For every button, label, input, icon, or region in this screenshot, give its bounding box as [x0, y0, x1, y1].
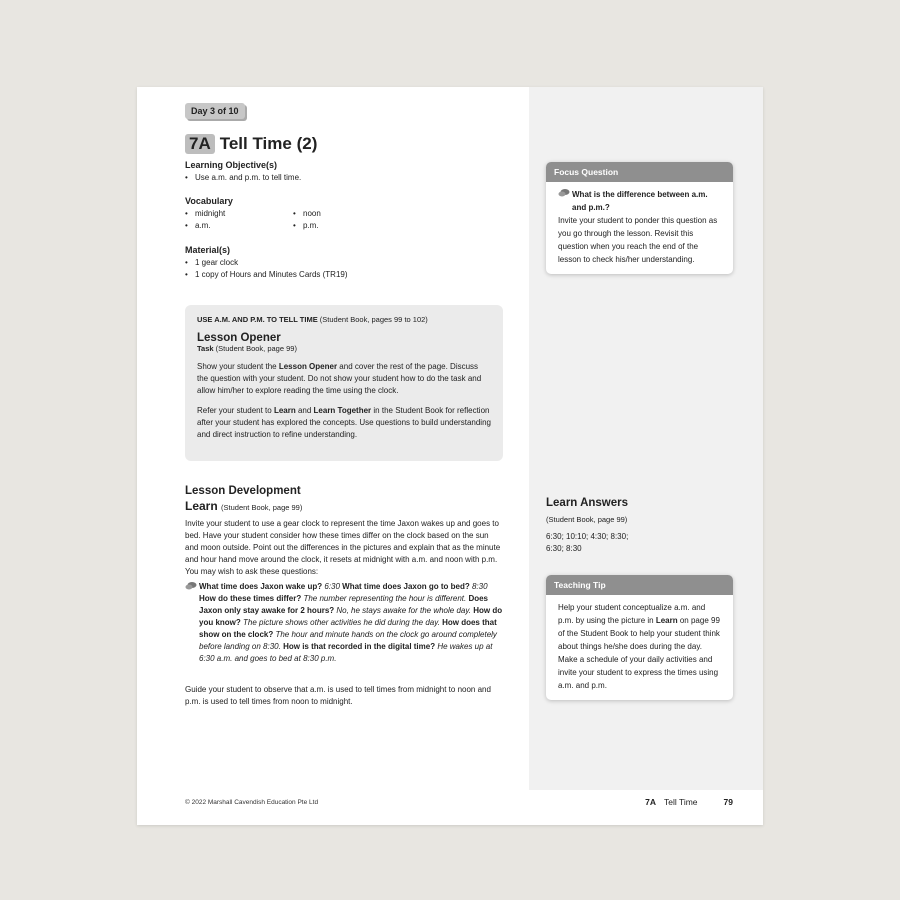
lesson-title: Tell Time (2) [219, 134, 318, 153]
opener-task [197, 344, 491, 353]
materials-heading: Material(s) [185, 245, 231, 255]
opener-paragraph-2: Refer your student to Learn and Learn Together in the Student Book for reflection after your student has explored the concepts. Use questions to build understanding and direct instruction to refine understanding. [197, 406, 491, 439]
development-closing: Guide your student to observe that a.m. is used to tell times from midnight to noon and p.m. is used to tell times from noon to midnight. [185, 685, 491, 706]
materials-list [185, 257, 348, 281]
teaching-tip-card [546, 575, 733, 700]
page-footer [645, 797, 733, 807]
vocabulary-list [185, 208, 385, 232]
tip-body: Help your student conceptualize a.m. and p.m. by using the picture in Learn on page 99 of the Student Book to help your student think about things he/she does during the day. Make a schedule of your daily activities and invite your student to express the times using a.m. and p.m. [558, 603, 720, 690]
learn-answers-ref: (Student Book, page 99) [546, 515, 628, 524]
footer-title: Tell Time [663, 797, 698, 807]
learn-heading [185, 499, 302, 513]
page-number: 79 [723, 797, 733, 807]
material-item: • 1 copy of Hours and Minutes Cards (TR19) [185, 269, 348, 281]
opener-heading: Lesson Opener [197, 332, 281, 344]
vocab-item: • noon [293, 208, 383, 220]
page [137, 87, 763, 825]
opener-caption [197, 315, 491, 324]
learn-ref: (Student Book, page 99) [221, 503, 303, 512]
focus-question: What is the difference between a.m. and p.m.? [558, 188, 721, 214]
task-label: Task [197, 344, 214, 353]
objective-item: • Use a.m. and p.m. to tell time. [185, 172, 301, 184]
copyright: © 2022 Marshall Cavendish Education Pte Ltd [185, 799, 319, 806]
objectives-heading: Learning Objective(s) [185, 160, 278, 170]
vocabulary-heading: Vocabulary [185, 196, 233, 206]
speech-bubble-icon [558, 188, 572, 214]
learn-answers-heading: Learn Answers [546, 497, 629, 509]
vocab-item: • a.m. [185, 220, 293, 232]
learn-label: Learn [185, 499, 218, 513]
day-badge: Day 3 of 10 [185, 103, 245, 119]
material-item: • 1 gear clock [185, 257, 348, 269]
footer-code: 7A [645, 797, 656, 807]
lesson-code: 7A [185, 134, 215, 154]
opener-caption-ref: (Student Book, pages 99 to 102) [319, 315, 428, 324]
lesson-title-row [185, 134, 317, 154]
opener-caption-text: USE A.M. AND P.M. TO TELL TIME [197, 315, 318, 324]
task-ref: (Student Book, page 99) [215, 344, 297, 353]
speech-bubble-icon [185, 581, 199, 665]
question-text: What time does Jaxon wake up? 6:30 What time does Jaxon go to bed? 8:30 How do these times differ? The number representing the hour is different. Does Jaxon only stay awake for 2 hours? No, he stays awake for the whole day. How do you know? The picture shows other activities he did during the day. How does that show on the clock? The hour and minute hands on the clock go around completely before landing on 8:30. How is that recorded in the digital time? He wakes up at 6:30 a.m. and goes to bed at 8:30 p.m. [199, 582, 503, 663]
learn-answers-text: 6:30; 10:10; 4:30; 8:30; 6:30; 8:30 [546, 532, 629, 553]
lesson-opener-box [185, 305, 503, 461]
vocab-item: • p.m. [293, 220, 383, 232]
development-intro: Invite your student to use a gear clock to represent the time Jaxon wakes up and goes to bed. Have your student consider how these times differ on the clock based on the sun and moon outside. Point out the differences in the pictures and explain that as the minute and hour hand move around the clock, it resets at midnight with a.m. and noon with p.m. You may wish to ask these questions: [185, 519, 501, 576]
tip-heading: Teaching Tip [546, 575, 733, 595]
vocab-item: • midnight [185, 208, 293, 220]
focus-body: Invite your student to ponder this question as you go through the lesson. Revisit this question when you reach the end of the lesson to check his/her understanding. [558, 216, 718, 264]
focus-question-card [546, 162, 733, 274]
focus-heading: Focus Question [546, 162, 733, 182]
objectives-list [185, 172, 301, 184]
opener-paragraph-1: Show your student the Lesson Opener and cover the rest of the page. Discuss the question with your student. Do not show your student how to do the task and allow him/her to explore reading the time using the clock. [197, 362, 482, 395]
development-heading: Lesson Development [185, 485, 301, 497]
question-block [185, 581, 503, 665]
